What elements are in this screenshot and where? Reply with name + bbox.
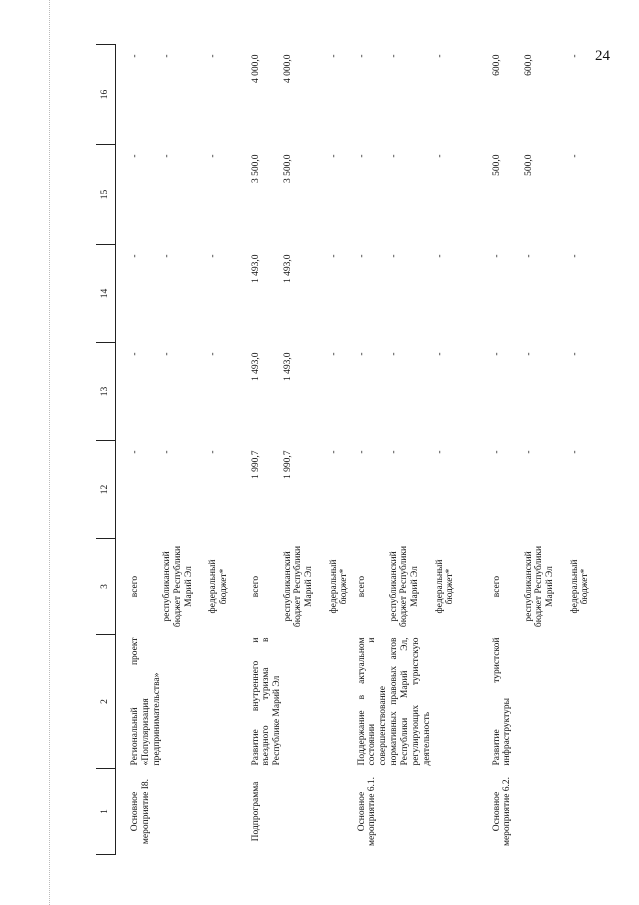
- amount-value: -: [569, 254, 580, 258]
- header-col-14: 14: [96, 245, 116, 343]
- funding-source-label: федеральный бюджет*: [569, 559, 591, 614]
- amount-value: -: [523, 450, 534, 454]
- amount-value: 600,0: [523, 54, 534, 76]
- value-cell: [251, 45, 357, 145]
- amount-value: -: [491, 352, 502, 356]
- value-cell: [492, 343, 592, 441]
- value-cell: [357, 45, 492, 145]
- amount-value: -: [434, 54, 445, 58]
- value-cell: [116, 441, 251, 539]
- amount-value: -: [328, 352, 339, 356]
- amount-value: 4 000,0: [250, 54, 261, 83]
- value-cell: [116, 45, 251, 145]
- amount-value: 500,0: [491, 154, 502, 176]
- budget-table: [96, 44, 592, 855]
- amount-value: 1 493,0: [250, 352, 261, 381]
- amount-value: -: [208, 352, 218, 356]
- amount-value: -: [162, 54, 172, 58]
- row-item-title: Поддержание в актуальном состоянии и совершенствование нормативных правовых актов Республики Марий Эл, регулирующих туристскую деятельность: [356, 637, 433, 766]
- amount-value: -: [523, 254, 534, 258]
- value-cell: [116, 145, 251, 245]
- value-cell: [492, 45, 592, 145]
- amount-value: -: [328, 54, 339, 58]
- amount-value: 500,0: [523, 154, 534, 176]
- scan-fold-line: [49, 0, 50, 905]
- header-col-16: 16: [96, 45, 116, 145]
- amount-value: 1 493,0: [250, 254, 261, 283]
- funding-sources: [116, 539, 251, 635]
- amount-value: -: [162, 254, 172, 258]
- amount-value: -: [434, 154, 445, 158]
- row-item-title: Развитие туристской инфраструктуры: [491, 637, 513, 766]
- value-cell: [357, 145, 492, 245]
- amount-value: -: [434, 450, 445, 454]
- amount-value: -: [388, 154, 399, 158]
- amount-value: -: [388, 450, 399, 454]
- funding-source-label: всего: [250, 575, 261, 598]
- funding-sources: [357, 539, 492, 635]
- amount-value: -: [434, 254, 445, 258]
- funding-source-label: федеральный бюджет*: [328, 559, 350, 614]
- table-row: [251, 45, 357, 855]
- amount-value: -: [130, 154, 140, 158]
- amount-value: -: [491, 450, 502, 454]
- row-item-title: Региональный проект «Популяризация предпринимательства»: [130, 637, 162, 766]
- amount-value: -: [208, 450, 218, 454]
- header-col-3: 3: [96, 539, 116, 635]
- amount-value: 4 000,0: [282, 54, 293, 83]
- amount-value: -: [491, 254, 502, 258]
- funding-source-label: федеральный бюджет*: [434, 559, 456, 614]
- amount-value: -: [130, 450, 140, 454]
- amount-value: -: [328, 154, 339, 158]
- value-cell: [492, 245, 592, 343]
- row-item-code: Основное мероприятие I8.: [130, 778, 151, 845]
- header-col-12: 12: [96, 441, 116, 539]
- amount-value: -: [130, 54, 140, 58]
- amount-value: -: [356, 450, 367, 454]
- amount-value: -: [162, 352, 172, 356]
- amount-value: -: [569, 54, 580, 58]
- amount-value: -: [356, 254, 367, 258]
- value-cell: [251, 245, 357, 343]
- row-item-title: Развитие внутреннего и въездного туризма в Республике Марий Эл: [250, 637, 283, 766]
- funding-source-label: республиканский бюджет Республики Марий Эл: [388, 545, 421, 628]
- table-row: [116, 45, 251, 855]
- value-cell: [251, 145, 357, 245]
- amount-value: -: [208, 154, 218, 158]
- amount-value: 3 500,0: [282, 154, 293, 183]
- amount-value: -: [356, 54, 367, 58]
- value-cell: [357, 343, 492, 441]
- header-col-1: 1: [96, 769, 116, 855]
- header-col-13: 13: [96, 343, 116, 441]
- rotated-table-container: [96, 45, 636, 855]
- row-item-code: Основное мероприятие 6.1.: [356, 776, 378, 847]
- table-body: [116, 45, 592, 855]
- header-col-2: 2: [96, 635, 116, 769]
- amount-value: -: [328, 254, 339, 258]
- funding-source-label: республиканский бюджет Республики Марий Эл: [523, 545, 556, 628]
- amount-value: -: [388, 352, 399, 356]
- funding-source-label: всего: [130, 575, 140, 598]
- value-cell: [251, 343, 357, 441]
- value-cell: [357, 245, 492, 343]
- header-row: [96, 45, 116, 855]
- funding-sources: [251, 539, 357, 635]
- amount-value: -: [434, 352, 445, 356]
- value-cell: [492, 145, 592, 245]
- amount-value: 600,0: [491, 54, 502, 76]
- amount-value: -: [523, 352, 534, 356]
- amount-value: -: [328, 450, 339, 454]
- funding-source-label: всего: [491, 575, 502, 598]
- header-col-15: 15: [96, 145, 116, 245]
- amount-value: -: [356, 154, 367, 158]
- value-cell: [251, 441, 357, 539]
- amount-value: 3 500,0: [250, 154, 261, 183]
- amount-value: -: [569, 352, 580, 356]
- value-cell: [492, 441, 592, 539]
- funding-sources: [492, 539, 592, 635]
- funding-source-label: республиканский бюджет Республики Марий Эл: [162, 545, 194, 628]
- amount-value: 1 990,7: [282, 450, 293, 479]
- table-row: [357, 45, 492, 855]
- table-row: [492, 45, 592, 855]
- amount-value: -: [208, 254, 218, 258]
- row-item-code: Основное мероприятие 6.2.: [491, 776, 513, 847]
- funding-source-label: республиканский бюджет Республики Марий Эл: [282, 545, 315, 628]
- amount-value: -: [162, 154, 172, 158]
- amount-value: -: [162, 450, 172, 454]
- value-cell: [116, 245, 251, 343]
- value-cell: [357, 441, 492, 539]
- value-cell: [116, 343, 251, 441]
- amount-value: -: [130, 254, 140, 258]
- amount-value: -: [388, 254, 399, 258]
- amount-value: -: [388, 54, 399, 58]
- amount-value: 1 990,7: [250, 450, 261, 479]
- amount-value: -: [569, 154, 580, 158]
- row-item-code: Подпрограмма: [250, 781, 261, 842]
- funding-source-label: федеральный бюджет*: [208, 559, 229, 614]
- amount-value: -: [356, 352, 367, 356]
- amount-value: 1 493,0: [282, 352, 293, 381]
- amount-value: 1 493,0: [282, 254, 293, 283]
- amount-value: -: [208, 54, 218, 58]
- amount-value: -: [130, 352, 140, 356]
- funding-source-label: всего: [356, 575, 367, 598]
- amount-value: -: [569, 450, 580, 454]
- page-number: 24: [595, 48, 610, 64]
